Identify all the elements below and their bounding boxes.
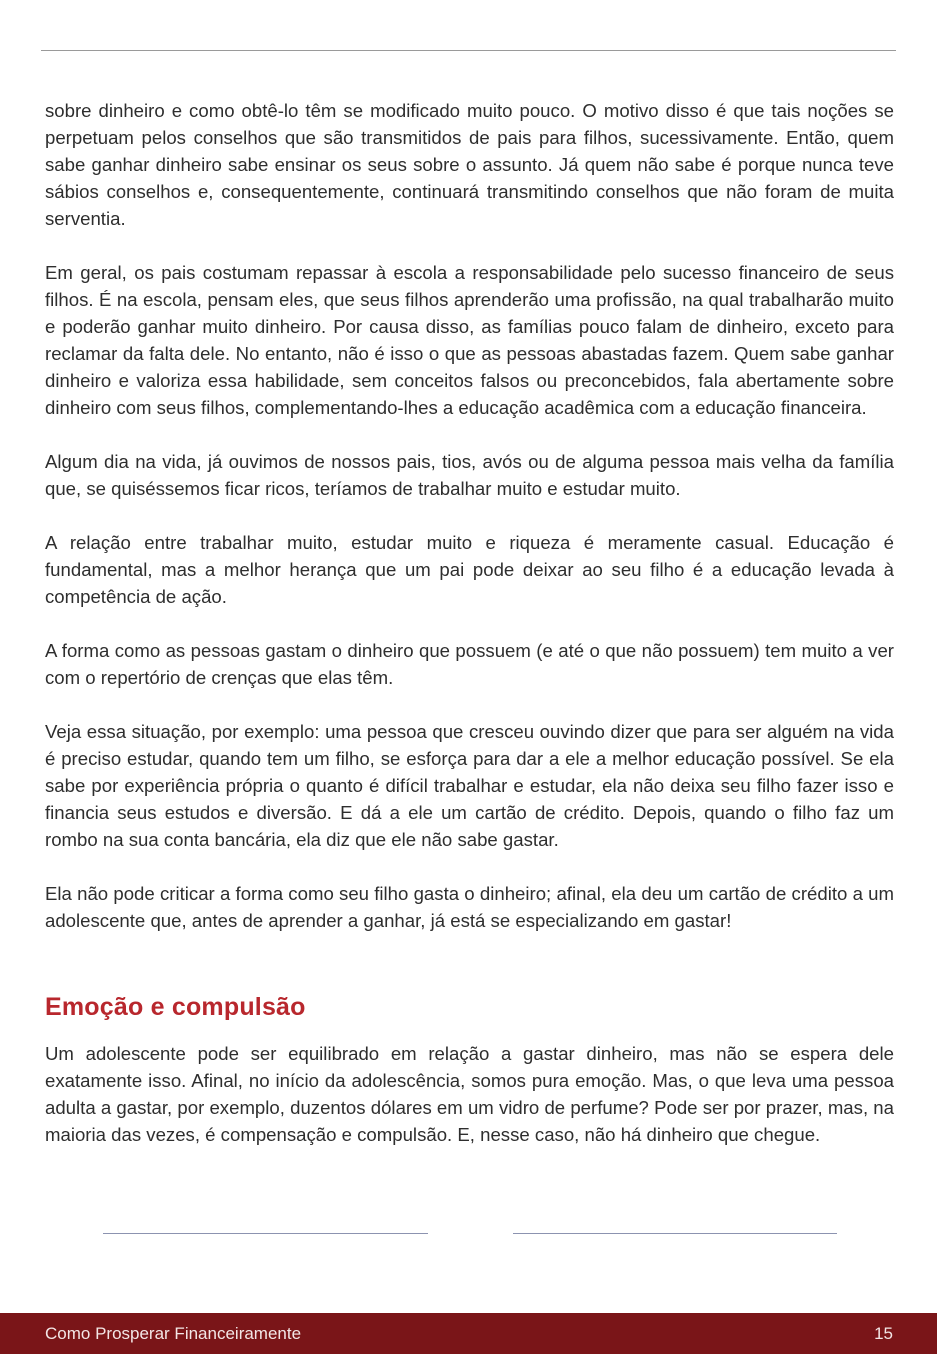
footer-book-title: Como Prosperar Financeiramente <box>45 1324 302 1343</box>
page-body <box>45 97 894 1175</box>
body-paragraph-2: Em geral, os pais costumam repassar à escola a responsabilidade pelo sucesso financeiro de seus filhos. É na escola, pensam eles, que seus filhos aprenderão uma profissão, na qual trabalharão muito e poderão ganhar muito dinheiro. Por causa disso, as famílias pouco falam de dinheiro, exceto para reclamar da falta dele. No entanto, não é isso o que as pessoas abastadas fazem. Quem sabe ganhar dinheiro e valoriza essa habilidade, sem conceitos falsos ou preconcebidos, fala abertamente sobre dinheiro com seus filhos, complementando-lhes a educação acadêmica com a educação financeira. <box>45 262 894 418</box>
body-paragraph-4: A relação entre trabalhar muito, estudar muito e riqueza é meramente casual. Educação é fundamental, mas a melhor herança que um pai pode deixar ao seu filho é a educação levada à competência de ação. <box>45 532 894 607</box>
separator-line-right <box>513 1233 837 1234</box>
section-paragraph-1: Um adolescente pode ser equilibrado em relação a gastar dinheiro, mas não se espera dele exatamente isso. Afinal, no início da adolescência, somos pura emoção. Mas, o que leva uma pessoa adulta a gastar, por exemplo, duzentos dólares em um vidro de perfume? Pode ser por prazer, mas, na maioria das vezes, é compensação e compulsão. E, nesse caso, não há dinheiro que chegue. <box>45 1043 894 1145</box>
footer-bar <box>0 1313 937 1354</box>
page-number: 15 <box>874 1324 893 1343</box>
header-divider <box>41 50 896 51</box>
body-paragraph-7: Ela não pode criticar a forma como seu filho gasta o dinheiro; afinal, ela deu um cartão de crédito a um adolescente que, antes de aprender a ganhar, já está se especializando em gastar! <box>45 883 894 931</box>
separator-line-left <box>103 1233 428 1234</box>
section-heading: Emoção e compulsão <box>45 993 306 1021</box>
body-paragraph-3: Algum dia na vida, já ouvimos de nossos pais, tios, avós ou de alguma pessoa mais velha da família que, se quiséssemos ficar ricos, teríamos de trabalhar muito e estudar muito. <box>45 451 894 499</box>
body-paragraph-5: A forma como as pessoas gastam o dinheiro que possuem (e até o que não possuem) tem muito a ver com o repertório de crenças que elas têm. <box>45 640 894 688</box>
body-paragraph-1: sobre dinheiro e como obtê-lo têm se modificado muito pouco. O motivo disso é que tais noções se perpetuam pelos conselhos que são transmitidos de pais para filhos, sucessivamente. Então, quem sabe ganhar dinheiro sabe ensinar os seus sobre o assunto. Já quem não sabe é porque nunca teve sábios conselhos e, consequentemente, continuará transmitindo conselhos que não foram de muita serventia. <box>45 100 894 229</box>
body-paragraph-6: Veja essa situação, por exemplo: uma pessoa que cresceu ouvindo dizer que para ser alguém na vida é preciso estudar, quando tem um filho, se esforça para dar a ele a melhor educação possível. Se ela sabe por experiência própria o quanto é difícil trabalhar e estudar, ela não deixa seu filho fazer isso e financia seus estudos e diversão. E dá a ele um cartão de crédito. Depois, quando o filho faz um rombo na sua conta bancária, ela diz que ele não sabe gastar. <box>45 721 894 850</box>
